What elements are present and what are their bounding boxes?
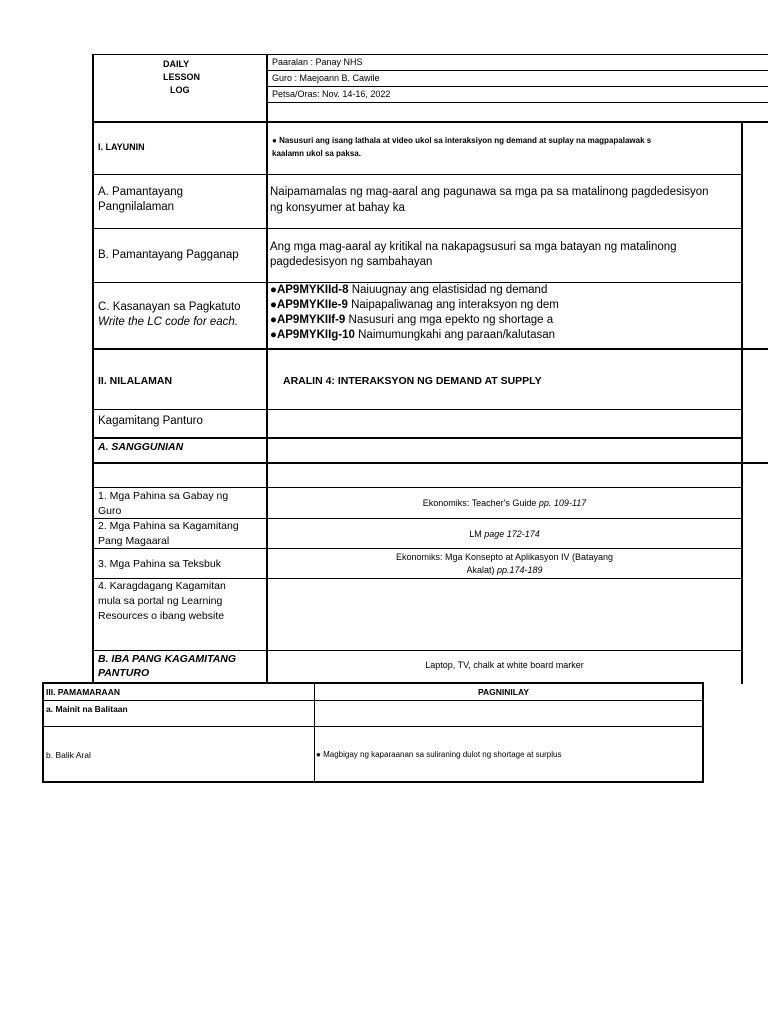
lc-text: Naiuugnay ang elastisidad ng demand	[348, 284, 548, 296]
lc-code: ●AP9MYKIIf-9	[270, 314, 346, 326]
pangnilalaman-label: Pangnilalaman	[98, 201, 175, 213]
kasanayan-item	[270, 314, 553, 326]
lc-code: ●AP9MYKIIg-10	[270, 329, 355, 341]
header-title-line: LOG	[170, 85, 190, 95]
petsa-field: Petsa/Oras: Nov. 14-16, 2022	[272, 89, 391, 99]
kagamitan-label: Kagamitang Panturo	[98, 415, 203, 427]
pagninilay-header: PAGNINILAY	[478, 687, 530, 697]
lc-text: Naipapaliwanag ang interaksyon ng dem	[347, 299, 559, 311]
pagganap-label: B. Pamantayang Pagganap	[98, 249, 239, 261]
gabay-text: Ekonomiks: Teacher's Guide	[422, 498, 539, 508]
gabay-value	[268, 498, 741, 508]
gabay-label: 1. Mga Pahina sa Gabay ng	[98, 490, 229, 502]
layunin-text-line1	[272, 136, 740, 145]
lc-text: Nasusuri ang mga epekto ng shortage a	[345, 314, 554, 326]
kasanayan-sublabel: Write the LC code for each.	[98, 316, 238, 328]
pamamaraan-header: III. PAMAMARAAN	[46, 687, 120, 697]
lc-text: Naimumungkahi ang paraan/kalutasan	[354, 329, 556, 341]
kasanayan-item	[270, 284, 547, 296]
balik-aral-text	[316, 750, 561, 759]
gabay-pages: pp. 109-117	[538, 498, 587, 508]
kagamitang-label: Pang Magaaral	[98, 535, 170, 547]
karagdagan-label: mula sa portal ng Learning	[98, 595, 223, 607]
guro-field: Guro : Maejoann B. Cawile	[272, 73, 380, 83]
teksbuk-label: 3. Mga Pahina sa Teksbuk	[98, 558, 221, 570]
bullet-icon: ●	[316, 750, 321, 759]
pangnilalaman-label: A. Pamantayang	[98, 186, 184, 198]
mainit-na-balitaan-label: a. Mainit na Balitaan	[46, 704, 128, 714]
karagdagan-label: 4. Karagdagang Kagamitan	[98, 580, 226, 592]
pangnilalaman-text: ng konsyumer at bahay ka	[270, 202, 405, 214]
layunin-text-line2: kaalamn ukol sa paksa.	[272, 149, 361, 158]
nilalaman-label: II. NILALAMAN	[98, 375, 173, 387]
layunin-label: I. LAYUNIN	[98, 142, 145, 152]
pangnilalaman-text: Naipamamalas ng mag-aaral ang pagunawa sa mga pa sa matalinong pagdedesisyon	[270, 186, 709, 198]
balik-aral-label: b. Balik Aral	[46, 750, 91, 760]
iba-label: B. IBA PANG KAGAMITANG	[98, 653, 237, 665]
paaralan-field: Paaralan : Panay NHS	[272, 57, 363, 67]
iba-value: Laptop, TV, chalk at white board marker	[425, 660, 584, 670]
nilalaman-text: ARALIN 4: INTERAKSYON NG DEMAND AT SUPPLY	[283, 375, 542, 387]
gabay-label: Guro	[98, 505, 122, 517]
kasanayan-label: C. Kasanayan sa Pagkatuto	[98, 301, 241, 313]
sanggunian-label: A. SANGGUNIAN	[98, 441, 184, 453]
bullet-icon: ●	[272, 136, 277, 145]
header-title-line: LESSON	[163, 72, 201, 82]
layunin-text: Nasusuri ang isang lathala at video ukol sa interaksiyon ng demand at suplay na magpapalawak s	[279, 136, 652, 145]
lc-code: ●AP9MYKIId-8	[270, 284, 349, 296]
teksbuk-value	[268, 565, 741, 575]
kasanayan-item	[270, 329, 555, 341]
header-title-line: DAILY	[163, 59, 190, 69]
lm-pages: page 172-174	[484, 529, 540, 539]
pagganap-text: pagdedesisyon ng sambahayan	[270, 256, 433, 268]
teksbuk-value: Ekonomiks: Mga Konsepto at Aplikasyon IV (Batayang	[395, 552, 614, 562]
lm-text: LM	[469, 529, 485, 539]
teksbuk-text: Akalat)	[466, 565, 497, 575]
kagamitang-value	[268, 529, 741, 539]
karagdagan-label: Resources o ibang website	[98, 610, 225, 622]
iba-label: PANTURO	[98, 667, 150, 679]
kagamitang-label: 2. Mga Pahina sa Kagamitang	[98, 520, 239, 532]
teksbuk-pages: pp.174-189	[496, 565, 543, 575]
balik-aral-value: Magbigay ng kaparaanan sa suliraning dulot ng shortage at surplus	[323, 750, 562, 759]
kasanayan-item	[270, 299, 559, 311]
lc-code: ●AP9MYKIIe-9	[270, 299, 348, 311]
pagganap-text: Ang mga mag-aaral ay kritikal na nakapagsusuri sa mga batayan ng matalinong	[270, 241, 677, 253]
